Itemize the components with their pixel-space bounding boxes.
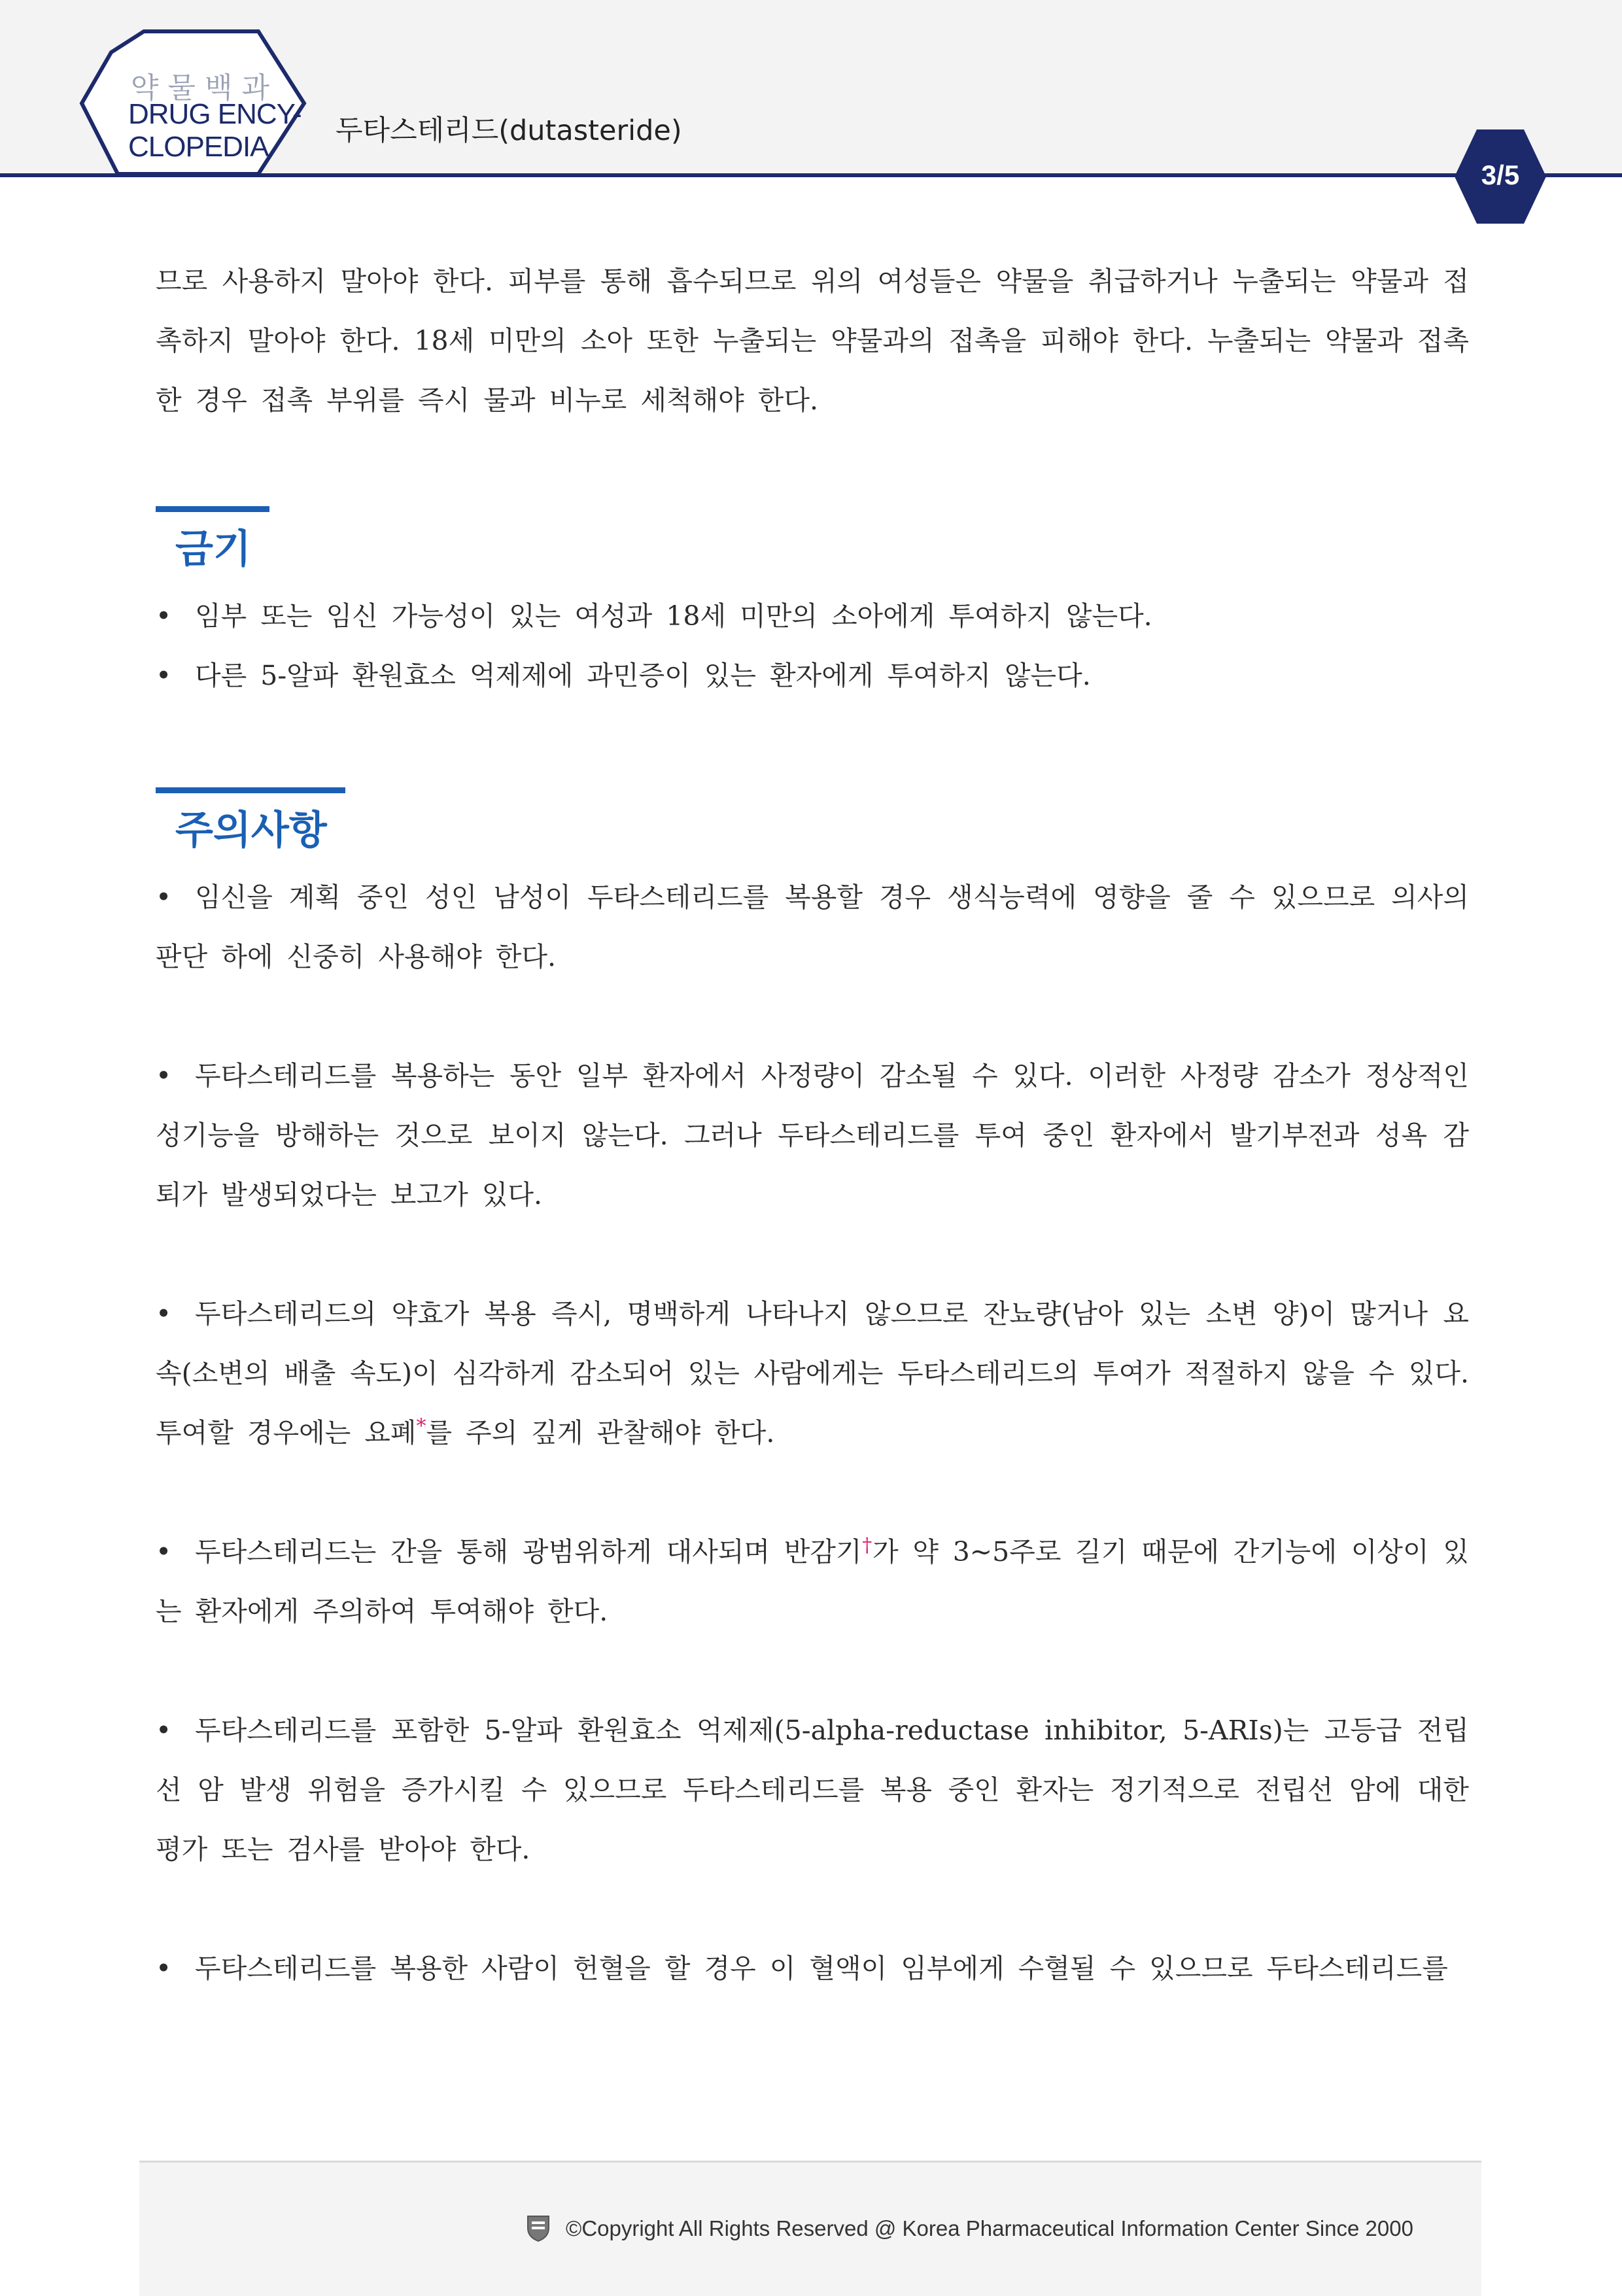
logo-english-line1: DRUG ENCY-	[128, 98, 302, 130]
list-item	[156, 1701, 1469, 1879]
header-divider	[0, 173, 1622, 177]
document-title: 두타스테리드(dutasteride)	[336, 114, 682, 147]
list-item-text: 두타스테리드를 복용하는 동안 일부 환자에서 사정량이 감소될 수 있다. 이러한 사정량 감소가 정상적인 성기능을 방해하는 것으로 보이지 않는다. 그러나 두타스테리드를 투여 중인 환자에서 발기부전과 성욕 감퇴가 발생되었다는 보고가 있다.	[156, 1060, 1469, 1210]
list-item	[156, 868, 1469, 987]
logo-english-text	[128, 98, 311, 163]
bullet-icon: •	[156, 1715, 172, 1746]
list-item-text: 다른 5-알파 환원효소 억제제에 과민증이 있는 환자에게 투여하지 않는다.	[195, 660, 1091, 691]
intro-paragraph: 므로 사용하지 말아야 한다. 피부를 통해 흡수되므로 위의 여성들은 약물을 취급하거나 누출되는 약물과 접촉하지 말아야 한다. 18세 미만의 소아 또한 누출되는 약물과의 접촉을 피해야 한다. 누출되는 약물과 접촉한 경우 접촉 부위를 즉시 물과 비누로 세척해야 한다.	[156, 266, 1469, 416]
logo-english-line2: CLOPEDIA	[128, 131, 269, 163]
list-item-text-cont: 를 주의 깊게 관찰해야 한다.	[426, 1417, 775, 1448]
list-item-text: 두타스테리드는 간을 통해 광범위하게 대사되며 반감기	[195, 1536, 862, 1568]
page-number: 3/5	[1481, 160, 1520, 190]
section-title: 금기	[175, 526, 251, 572]
section-bar	[156, 787, 345, 793]
bullet-icon: •	[156, 660, 172, 691]
bullet-icon: •	[156, 1298, 172, 1329]
bullet-icon: •	[156, 1060, 172, 1091]
section-precautions	[156, 787, 1469, 1998]
list-item	[156, 646, 1469, 706]
section-title: 주의사항	[175, 808, 327, 853]
footnote-mark: †	[861, 1534, 873, 1557]
page-header	[0, 0, 1622, 177]
list-item-text: 임부 또는 임신 가능성이 있는 여성과 18세 미만의 소아에게 투여하지 않는다.	[195, 600, 1152, 632]
footnote-mark: *	[416, 1414, 426, 1438]
page-footer	[139, 2161, 1481, 2296]
logo-korean-text: 약물백과	[131, 71, 279, 105]
section-contraindications	[156, 506, 1469, 706]
list-item	[156, 1522, 1469, 1641]
list-item-text: 두타스테리드를 포함한 5-알파 환원효소 억제제(5-alpha-reductase inhibitor, 5-ARIs)는 고등급 전립선 암 발생 위험을 증가시킬 수 있으므로 두타스테리드를 복용 중인 환자는 정기적으로 전립선 암에 대한 평가 또는 검사를 받아야 한다.	[156, 1715, 1469, 1865]
list-item-text-cont: 가 약 3~5주로 길기 때문에 간기능에 이상이 있는 환자에게 주의하여 투여해야 한다.	[156, 1536, 1469, 1627]
list-item	[156, 1284, 1469, 1463]
list-item-text: 두타스테리드의 약효가 복용 즉시, 명백하게 나타나지 않으므로 잔뇨량(남아 있는 소변 양)이 많거나 요속(소변의 배출 속도)이 심각하게 감소되어 있는 사람에게는 두타스테리드의 투여가 적절하지 않을 수 있다. 투여할 경우에는 요폐	[156, 1298, 1469, 1448]
bullet-icon: •	[156, 1536, 172, 1568]
bullet-icon: •	[156, 882, 172, 913]
bullet-icon: •	[156, 1953, 172, 1984]
bullet-icon: •	[156, 600, 172, 632]
shield-icon	[525, 2214, 551, 2242]
list-item-text: 임신을 계획 중인 성인 남성이 두타스테리드를 복용할 경우 생식능력에 영향을 줄 수 있으므로 의사의 판단 하에 신중히 사용해야 한다.	[156, 882, 1469, 972]
list-item-text: 두타스테리드를 복용한 사람이 헌혈을 할 경우 이 혈액이 임부에게 수혈될 수 있으므로 두타스테리드를	[195, 1953, 1448, 1984]
document-body	[156, 252, 1469, 1998]
list-item	[156, 1046, 1469, 1225]
list-item	[156, 1939, 1469, 1998]
section-bar	[156, 506, 269, 512]
copyright-text: ©Copyright All Rights Reserved @ Korea Pharmaceutical Information Center Since 2000	[566, 2216, 1413, 2240]
list-item	[156, 587, 1469, 646]
